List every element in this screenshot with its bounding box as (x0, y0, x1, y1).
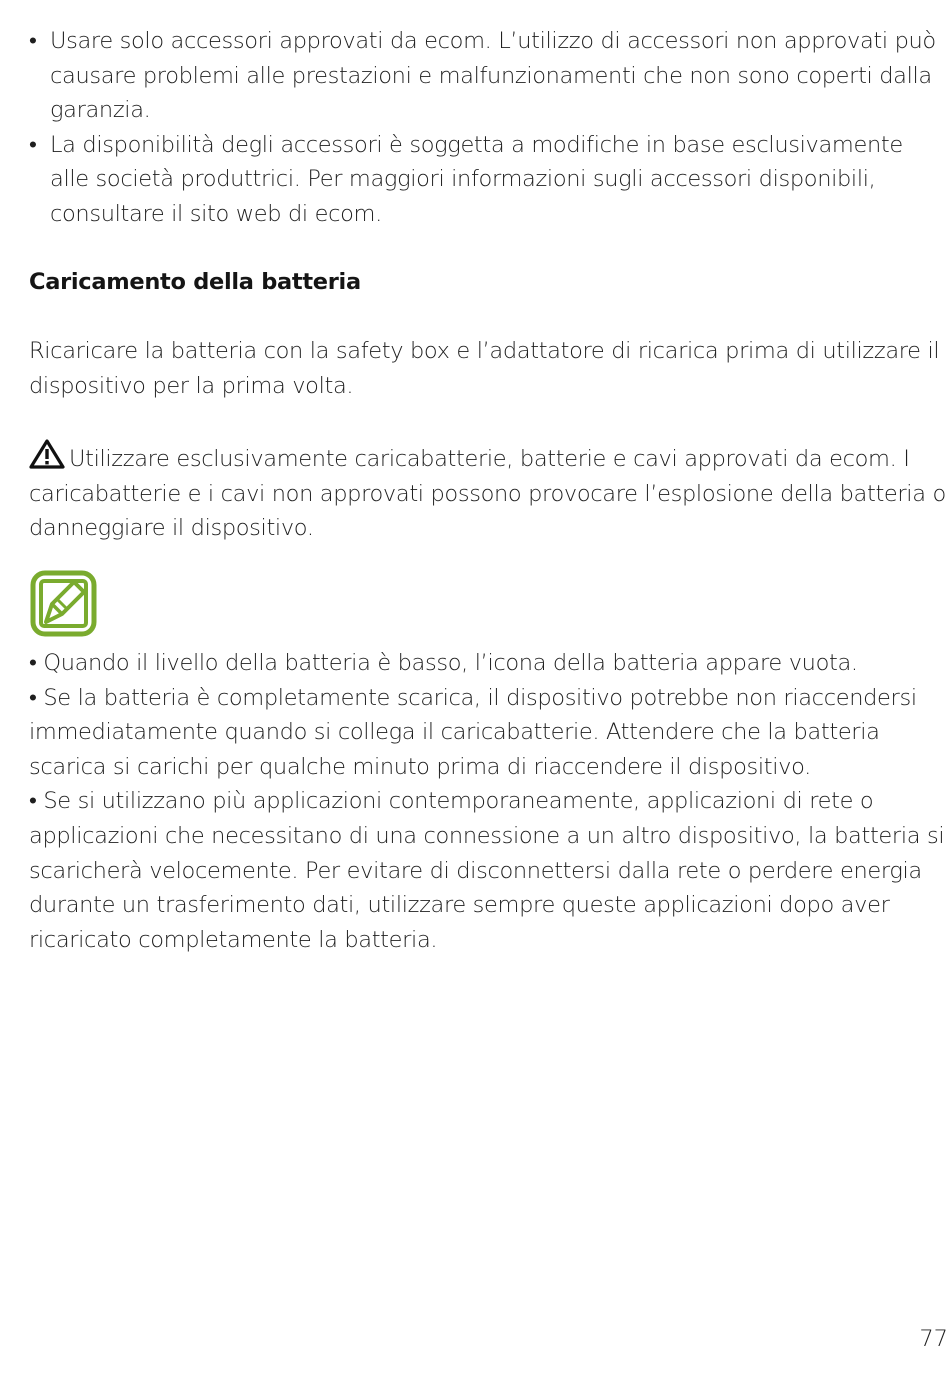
note-pencil-icon (30, 570, 97, 637)
note-text: Se la batteria è completamente scarica, il dispositivo potrebbe non riaccendersi immediatamente quando si collega il caricabatterie. Attendere che la batteria scarica si carichi per qualche minuto prima di riaccendere il dispositivo. (29, 684, 917, 780)
warning-paragraph (29, 439, 947, 546)
note-item: • Se la batteria è completamente scarica, il dispositivo potrebbe non riaccendersi immediatamente quando si collega il caricabatterie. Attendere che la batteria scarica si carichi per qualche minuto prima di riaccendere il dispositivo. (29, 684, 917, 780)
note-block (29, 646, 950, 957)
note-item: • Se si utilizzano più applicazioni contemporaneamente, applicazioni di rete o applicazioni che necessitano di una connessione a un altro dispositivo, la batteria si scaricherà velocemente. Per evitare di disconnettersi dalla rete o perdere energia durante un trasferimento dati, utilizzare sempre queste applicazioni dopo aver ricaricato completamente la batteria. (29, 788, 945, 953)
page-number: 77 (919, 1326, 948, 1352)
accessories-bullet-list (29, 24, 947, 232)
bullet-text: La disponibilità degli accessori è soggetta a modifiche in base esclusivamente alle società produttrici. Per maggiori informazioni sugli accessori disponibili, consultare il sito web di ecom. (50, 131, 903, 227)
list-item: • Usare solo accessori approvati da ecom. L’utilizzo di accessori non approvati può causare problemi alle prestazioni e malfunzionamenti che non sono coperti dalla garanzia. (29, 28, 936, 124)
warning-text: Utilizzare esclusivamente caricabatterie, batterie e cavi approvati da ecom. I caricabatterie e i cavi non approvati possono provocare l’esplosione della batteria o danneggiare il dispositivo. (29, 446, 946, 542)
warning-triangle-icon (29, 439, 65, 469)
list-item: • La disponibilità degli accessori è soggetta a modifiche in base esclusivamente alle società produttrici. Per maggiori informazioni sugli accessori disponibili, consultare il sito web di ecom. (29, 131, 903, 227)
note-item: • Quando il livello della batteria è basso, l’icona della batteria appare vuota. (29, 650, 858, 676)
section-heading: Caricamento della batteria (29, 269, 361, 295)
note-text: Se si utilizzano più applicazioni contemporaneamente, applicazioni di rete o applicazioni che necessitano di una connessione a un altro dispositivo, la batteria si scaricherà velocemente. Per evitare di disconnettersi dalla rete o perdere energia durante un trasferimento dati, utilizzare sempre queste applicazioni dopo aver ricaricato completamente la batteria. (29, 788, 945, 953)
intro-paragraph: Ricaricare la batteria con la safety box e l’adattatore di ricarica prima di utilizzare il dispositivo per la prima volta. (29, 338, 940, 399)
bullet-text: Usare solo accessori approvati da ecom. L’utilizzo di accessori non approvati può causare problemi alle prestazioni e malfunzionamenti che non sono coperti dalla garanzia. (50, 28, 936, 124)
note-text: Quando il livello della batteria è basso, l’icona della batteria appare vuota. (43, 650, 858, 676)
